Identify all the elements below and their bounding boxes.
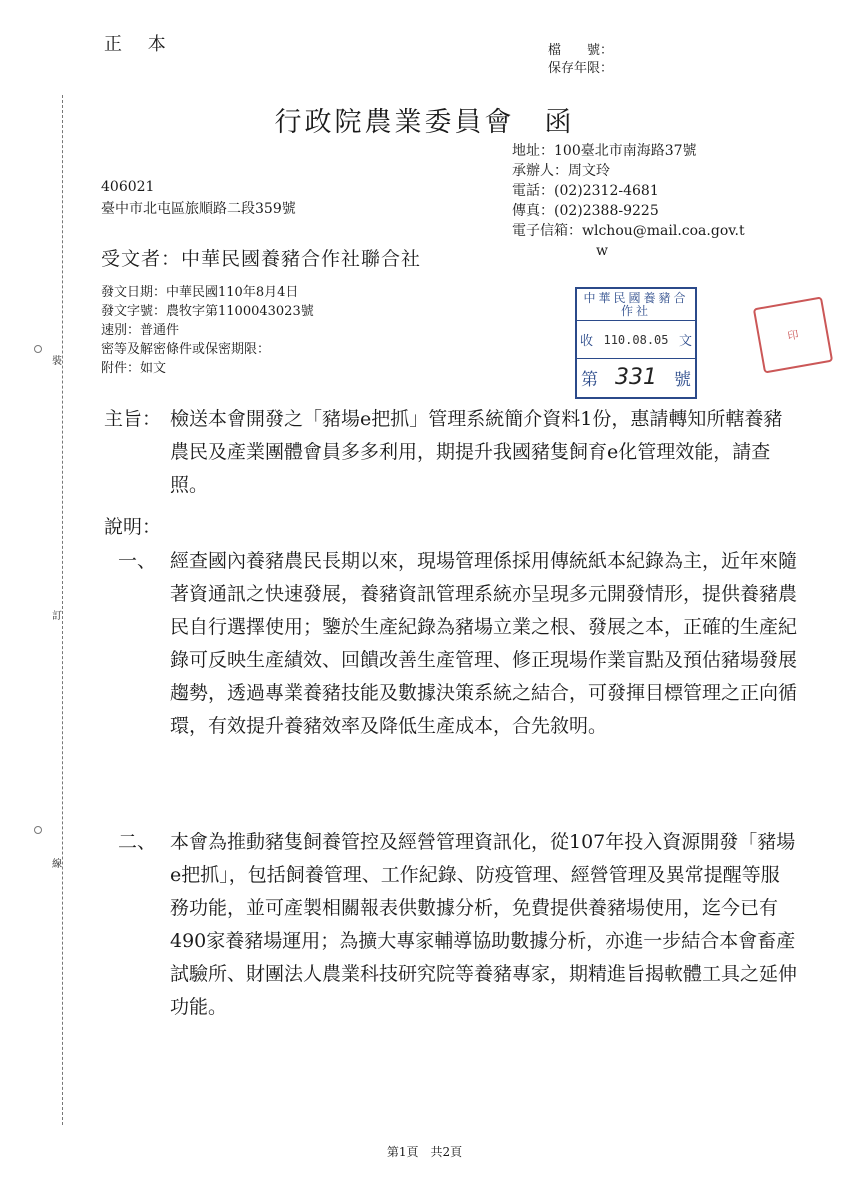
classification: 密等及解密條件或保密期限： <box>101 342 271 357</box>
issue-date: 發文日期：中華民國110年8月4日 <box>101 285 299 300</box>
sender-fax: 傳真：(02)2388-9225 <box>512 203 659 219</box>
postal-code: 406021 <box>101 179 155 195</box>
seal-text: 印 <box>786 328 800 343</box>
attachments: 附件：如文 <box>101 361 167 376</box>
item-number: 一、 <box>118 550 157 572</box>
sender-email-cont: w <box>596 243 608 259</box>
recipient-address: 臺中市北屯區旅順路二段359號 <box>101 201 296 217</box>
sender-info <box>512 141 745 261</box>
recipient: 受文者：中華民國養豬合作社聯合社 <box>101 248 422 270</box>
item-number: 二、 <box>118 831 157 853</box>
file-number-label: 檔 號： <box>548 43 614 58</box>
sender-email: 電子信箱：wlchou@mail.coa.gov.t <box>512 223 745 239</box>
stamp-number-suffix: 號 <box>674 369 691 390</box>
binding-hole <box>34 345 42 353</box>
stamp-receive-label: 收 <box>580 334 594 349</box>
document-title: 行政院農業委員會 函 <box>274 107 575 138</box>
sender-contact: 承辦人：周文玲 <box>512 163 610 179</box>
red-seal <box>753 296 833 373</box>
stamp-number-row <box>577 359 695 395</box>
stamp-doc-label: 文 <box>678 334 692 349</box>
receipt-stamp <box>575 287 697 399</box>
stamp-org: 中華民國養豬合作社 <box>577 289 695 321</box>
binding-line <box>62 95 63 1125</box>
binding-mark-ding: 訂 <box>52 605 62 624</box>
recipient-address-block <box>101 176 296 220</box>
copy-label: 正 本 <box>104 34 176 55</box>
item-text: 本會為推動豬隻飼養管控及經營管理資訊化，從107年投入資源開發「豬場e把抓」，包括飼養管理、工作紀錄、防疫管理、經營管理及異常提醒等服務功能，並可產製相關報表供數據分析，免費提供養豬場使用，迄今已有490家養豬場運用；為擴大專家輔導協助數據分析，亦進一步結合本會畜產試驗所、財團法人農業科技研究院等養豬專家，期精進旨揭軟體工具之延伸功能。 <box>170 831 798 1018</box>
explanation-label: 說明： <box>104 516 162 538</box>
file-info <box>548 42 613 78</box>
stamp-number: 331 <box>615 364 657 390</box>
subject-label: 主旨： <box>104 408 162 430</box>
stamp-date-row <box>577 321 695 359</box>
issue-number: 發文字號：農牧字第1100043023號 <box>101 304 314 319</box>
subject-text: 檢送本會開發之「豬場e把抓」管理系統簡介資料1份，惠請轉知所轄養豬農民及產業團體會員多多利用，期提升我國豬隻飼育e化管理效能，請查照。 <box>170 408 783 496</box>
retention-label: 保存年限： <box>548 61 614 76</box>
explanation-item <box>118 545 798 743</box>
urgency: 速別：普通件 <box>101 323 180 338</box>
subject <box>104 403 794 502</box>
binding-hole <box>34 826 42 834</box>
document-meta <box>101 283 314 378</box>
sender-address: 地址：100臺北市南海路37號 <box>512 143 697 159</box>
item-text: 經查國內養豬農民長期以來，現場管理係採用傳統紙本紀錄為主，近年來隨著資通訊之快速發展，養豬資訊管理系統亦呈現多元開發情形，提供養豬農民自行選擇使用；鑒於生產紀錄為豬場立業之根、發展之本，正確的生產紀錄可反映生產績效、回饋改善生產管理、修正現場作業盲點及預估豬場發展趨勢，透過專業養豬技能及數據決策系統之結合，可發揮目標管理之正向循環，有效提升養豬效率及降低生產成本，合先敘明。 <box>170 550 798 737</box>
sender-phone: 電話：(02)2312-4681 <box>512 183 659 199</box>
explanation-item <box>118 826 798 1024</box>
stamp-number-prefix: 第 <box>581 369 598 390</box>
binding-mark-zhuang: 裝 <box>52 350 62 369</box>
binding-mark-xian: 線 <box>52 853 62 872</box>
stamp-date: 110.08.05 <box>603 332 669 347</box>
page-footer: 第1頁 共2頁 <box>386 1145 463 1159</box>
